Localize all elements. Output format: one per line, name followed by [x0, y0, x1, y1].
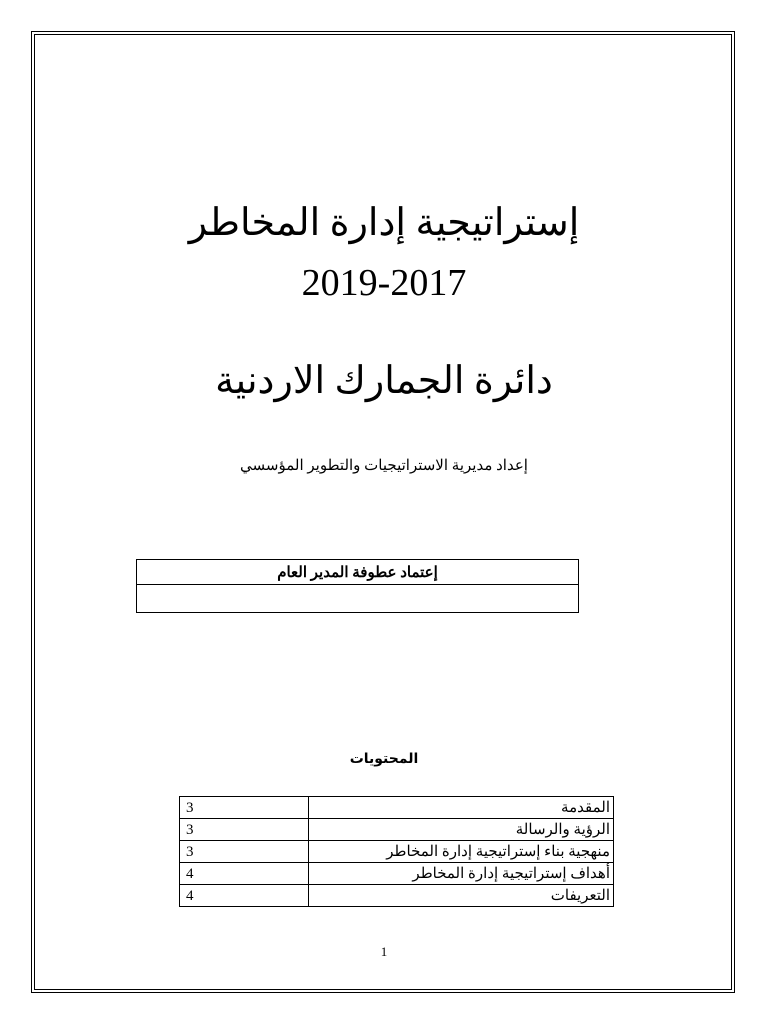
page-number: 1	[380, 944, 388, 959]
toc-title: منهجية بناء إستراتيجية إدارة المخاطر	[309, 841, 614, 863]
prepared-by: إعداد مديرية الاستراتيجيات والتطوير المؤسسي	[240, 458, 528, 474]
document-years: 2019-2017	[301, 262, 467, 304]
approval-header-row	[137, 560, 579, 585]
approval-table	[136, 559, 579, 613]
department-name: دائرة الجمارك الاردنية	[215, 360, 553, 402]
table-row	[180, 885, 614, 907]
contents-table	[179, 796, 614, 907]
toc-page: 4	[180, 863, 309, 885]
toc-title: التعريفات	[309, 885, 614, 907]
toc-page: 4	[180, 885, 309, 907]
approval-header: إعتماد عطوفة المدير العام	[137, 560, 579, 585]
table-row	[180, 863, 614, 885]
approval-value-row	[137, 585, 579, 613]
document-title: إستراتيجية إدارة المخاطر	[188, 202, 580, 244]
contents-heading: المحتويات	[349, 750, 419, 766]
table-row	[180, 797, 614, 819]
toc-title: أهداف إستراتيجية إدارة المخاطر	[309, 863, 614, 885]
toc-page: 3	[180, 841, 309, 863]
toc-page: 3	[180, 819, 309, 841]
toc-title: الرؤية والرسالة	[309, 819, 614, 841]
table-row	[180, 841, 614, 863]
toc-page: 3	[180, 797, 309, 819]
approval-value	[137, 585, 579, 613]
toc-title: المقدمة	[309, 797, 614, 819]
table-row	[180, 819, 614, 841]
